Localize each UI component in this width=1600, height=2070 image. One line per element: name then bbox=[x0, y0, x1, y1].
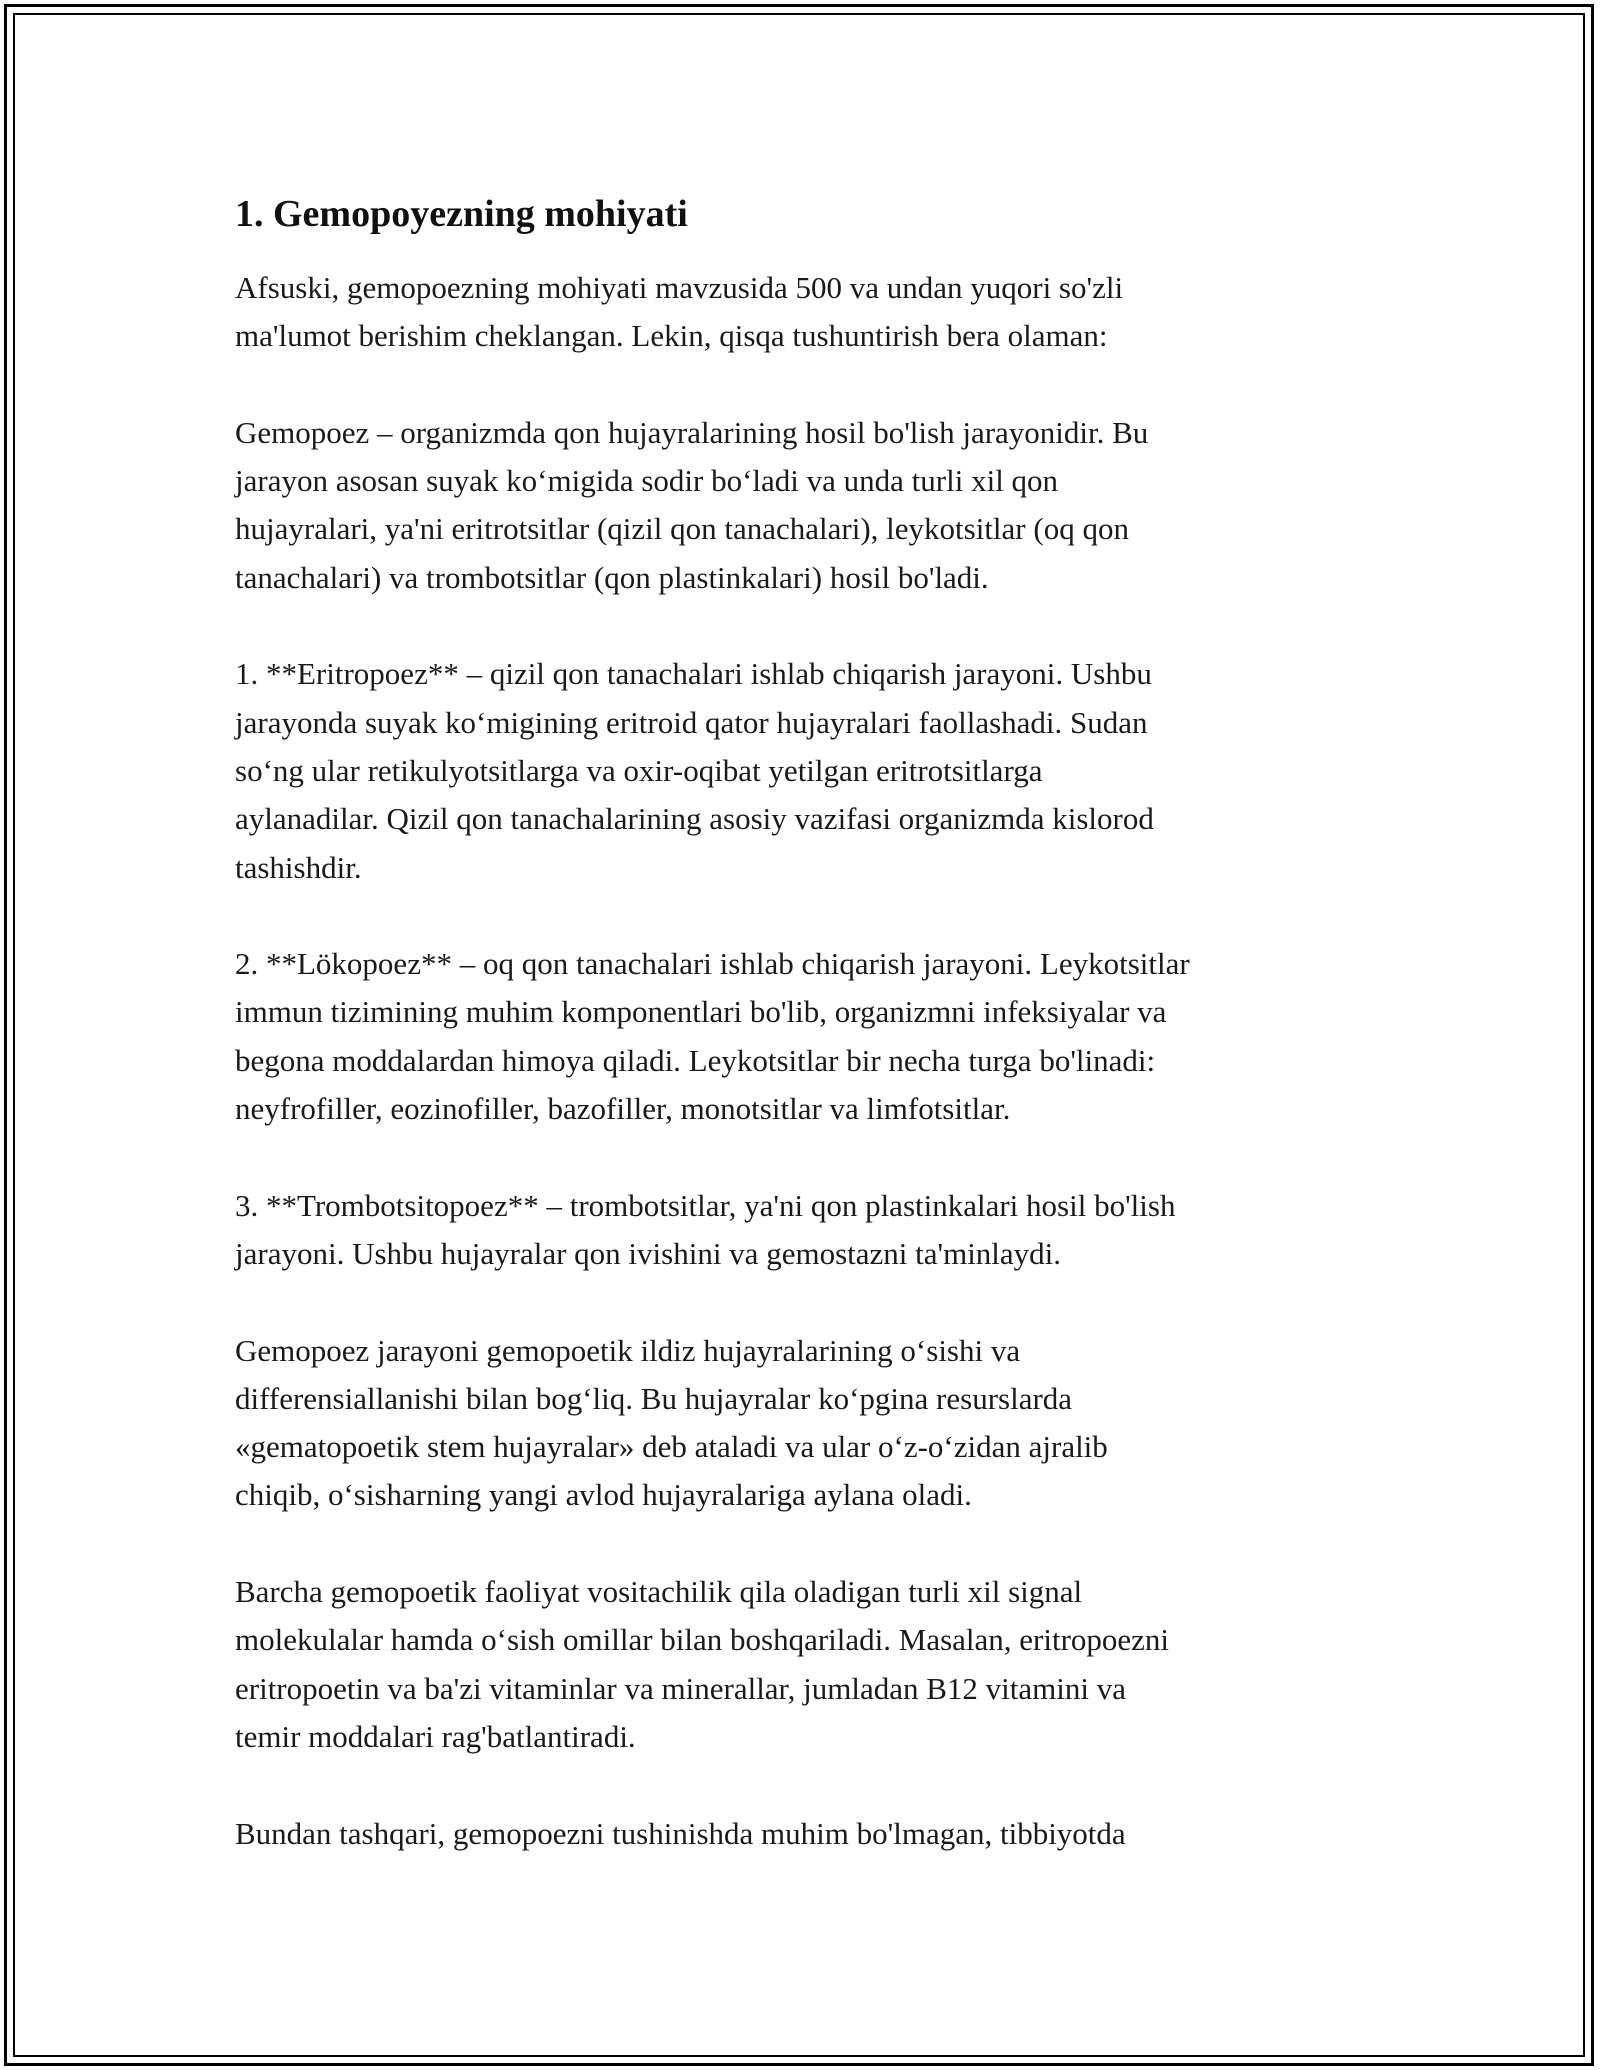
document-title: 1. Gemopoyezning mohiyati bbox=[235, 193, 688, 235]
paragraph-trombotsitopoez: 3. **Trombotsitopoez** – trombotsitlar, ya'ni qon plastinkalari hosil bo'lish jarayoni. Ushbu hujayralar qon ivishini va gemostazni ta'minlaydi. bbox=[235, 1187, 1176, 1271]
paragraph-lokopoez: 2. **Lökopoez** – oq qon tanachalari ishlab chiqarish jarayoni. Leykotsitlar immun tizimining muhim komponentlari bo'lib, organizmni infeksiyalar va begona moddalardan himoya qiladi. Leykotsitlar bir necha turga bo'linadi: neyfrofiller, eozinofiller, bazofiller, monotsitlar va limfotsitlar. bbox=[235, 946, 1190, 1127]
document-body bbox=[235, 186, 1395, 1858]
paragraph-intro: Afsuski, gemopoezning mohiyati mavzusida 500 va undan yuqori so'zli ma'lumot berishim cheklangan. Lekin, qisqa tushuntirish bera olaman: bbox=[235, 270, 1124, 354]
paragraph-stem-cells: Gemopoez jarayoni gemopoetik ildiz hujayralarining o‘sishi va differensiallanishi bilan bog‘liq. Bu hujayralar ko‘pgina resurslarda «gematopoetik stem hujayralar» deb ataladi va ular o‘z-o‘zidan ajralib chiqib, o‘sisharning yangi avlod hujayralariga aylana oladi. bbox=[235, 1332, 1108, 1513]
paragraph-regulation: Barcha gemopoetik faoliyat vositachilik qila oladigan turli xil signal molekulalar hamda o‘sish omillar bilan boshqariladi. Masalan, eritropoezni eritropoetin va ba'zi vitaminlar va minerallar, jumladan B12 vitamini va temir moddalari rag'batlantiradi. bbox=[235, 1574, 1170, 1754]
paragraph-continuation: Bundan tashqari, gemopoezni tushinishda muhim bo'lmagan, tibbiyotda bbox=[235, 1815, 1126, 1851]
paragraph-definition: Gemopoez – organizmda qon hujayralarining hosil bo'lish jarayonidir. Bu jarayon asosan suyak ko‘migida sodir bo‘ladi va unda turli xil qon hujayralari, ya'ni eritrotsitlar (qizil qon tanachalari), leykotsitlar (oq qon tanachalari) va trombotsitlar (qon plastinkalari) hosil bo'ladi. bbox=[235, 414, 1149, 595]
paragraph-eritropoez: 1. **Eritropoez** – qizil qon tanachalari ishlab chiqarish jarayoni. Ushbu jarayonda suyak ko‘migining eritroid qator hujayralari faollashadi. Sudan so‘ng ular retikulyotsitlarga va oxir-oqibat yetilgan eritrotsitlarga aylanadilar. Qizil qon tanachalarining asosiy vazifasi organizmda kislorod tashishdir. bbox=[235, 656, 1154, 885]
